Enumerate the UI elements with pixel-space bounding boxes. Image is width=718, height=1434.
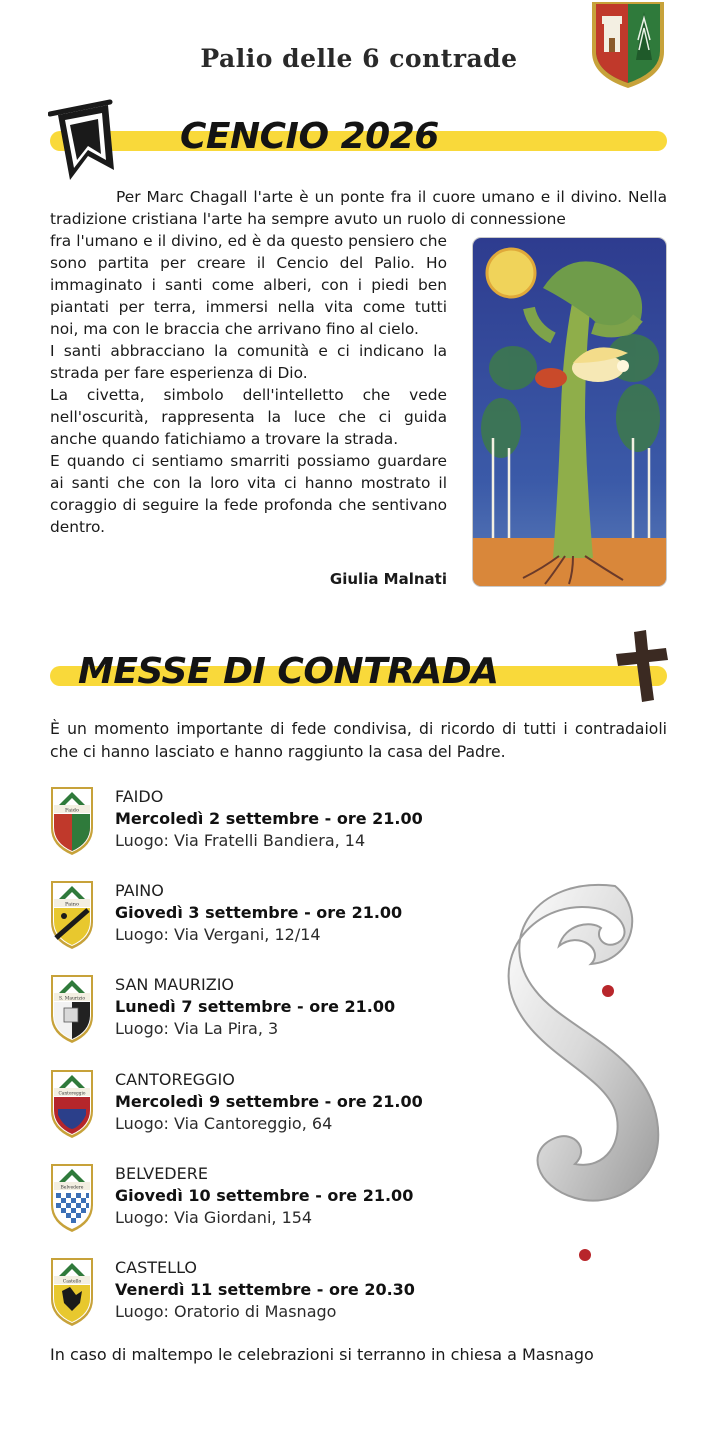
mass-date: Giovedì 3 settembre - ore 21.00 — [115, 903, 403, 922]
mass-place: Luogo: Via La Pira, 3 — [115, 1019, 279, 1038]
castello-crest-icon — [50, 1257, 94, 1327]
crest-label: Paino — [65, 901, 79, 908]
mass-date: Venerdì 11 settembre - ore 20.30 — [115, 1280, 415, 1299]
contrada-name: FAIDO — [115, 787, 164, 806]
paino-crest-icon — [50, 880, 94, 950]
crest-label: Faido — [65, 807, 79, 814]
cencio-painting-image — [473, 238, 666, 586]
contrada-name: BELVEDERE — [115, 1164, 208, 1183]
cencio-paragraph: fra l'umano e il divino, ed è da questo pensiero che sono partita per creare il Cencio del Palio. Ho immaginato i santi come alberi, con i piedi ben piantati per terra, immersi nella vita come tutti noi, ma con le braccia che arrivano fino al cielo. — [50, 232, 447, 338]
mass-place: Luogo: Via Cantoreggio, 64 — [115, 1114, 333, 1133]
mass-place: Luogo: Oratorio di Masnago — [115, 1302, 337, 1321]
palio-crest-logo — [588, 0, 668, 90]
belvedere-crest-icon — [50, 1163, 94, 1233]
scroll-ornament-image — [495, 880, 670, 1265]
crest-label: Cantoreggio — [58, 1091, 86, 1097]
author-signature: Giulia Malnati — [329, 570, 447, 588]
list-item — [50, 1069, 470, 1149]
cencio-paragraph: E quando ci sentiamo smarriti possiamo guardare ai santi che con la loro vita ci hanno mostrato il coraggio di seguire la fede profonda che sentivano dentro. — [50, 452, 447, 536]
list-item — [50, 880, 470, 960]
faido-crest-icon — [50, 786, 94, 856]
list-item — [50, 786, 470, 866]
cencio-paragraph: I santi abbracciano la comunità e ci indicano la strada per fare esperienza di Dio. — [50, 342, 447, 382]
contrada-name: CASTELLO — [115, 1258, 198, 1277]
list-item — [50, 974, 470, 1054]
cencio-section-title: CENCIO 2026 — [180, 116, 439, 157]
contrada-name: PAINO — [115, 881, 164, 900]
cencio-paragraph: La civetta, simbolo dell'intelletto che vede nell'oscurità, rappresenta la luce che ci guida anche quando fatichiamo a trovare la strada. — [50, 386, 447, 448]
crest-label: Castello — [62, 1279, 82, 1285]
mass-date: Giovedì 10 settembre - ore 21.00 — [115, 1186, 414, 1205]
messe-section-title: MESSE DI CONTRADA — [78, 651, 499, 692]
mass-date: Mercoledì 9 settembre - ore 21.00 — [115, 1092, 423, 1111]
weather-note: In caso di maltempo le celebrazioni si terranno in chiesa a Masnago — [50, 1345, 594, 1364]
cencio-intro-text: Per Marc Chagall l'arte è un ponte fra il cuore umano e il divino. Nella tradizione cristiana l'arte ha sempre avuto un ruolo di connessione — [50, 188, 667, 228]
page-title: Palio delle 6 contrade — [200, 44, 518, 73]
mass-place: Luogo: Via Vergani, 12/14 — [115, 925, 321, 944]
contrada-name: SAN MAURIZIO — [115, 975, 235, 994]
cencio-body — [50, 230, 447, 538]
list-item — [50, 1163, 470, 1243]
mass-date: Lunedì 7 settembre - ore 21.00 — [115, 997, 396, 1016]
messe-intro-text: È un momento importante di fede condivisa, di ricordo di tutti i contradaioli che ci hanno lasciato e hanno raggiunto la casa del Padre. — [50, 720, 667, 761]
crest-label: S. Maurizio — [58, 996, 86, 1002]
list-item — [50, 1257, 470, 1337]
banner-flag-icon — [48, 98, 118, 184]
mass-place: Luogo: Via Giordani, 154 — [115, 1208, 313, 1227]
mass-date: Mercoledì 2 settembre - ore 21.00 — [115, 809, 423, 828]
crest-label: Belvedere — [60, 1185, 84, 1191]
contrada-name: CANTOREGGIO — [115, 1070, 235, 1089]
mass-place: Luogo: Via Fratelli Bandiera, 14 — [115, 831, 366, 850]
cross-icon — [612, 628, 670, 704]
san-maurizio-crest-icon — [50, 974, 94, 1044]
cantoreggio-crest-icon — [50, 1069, 94, 1139]
